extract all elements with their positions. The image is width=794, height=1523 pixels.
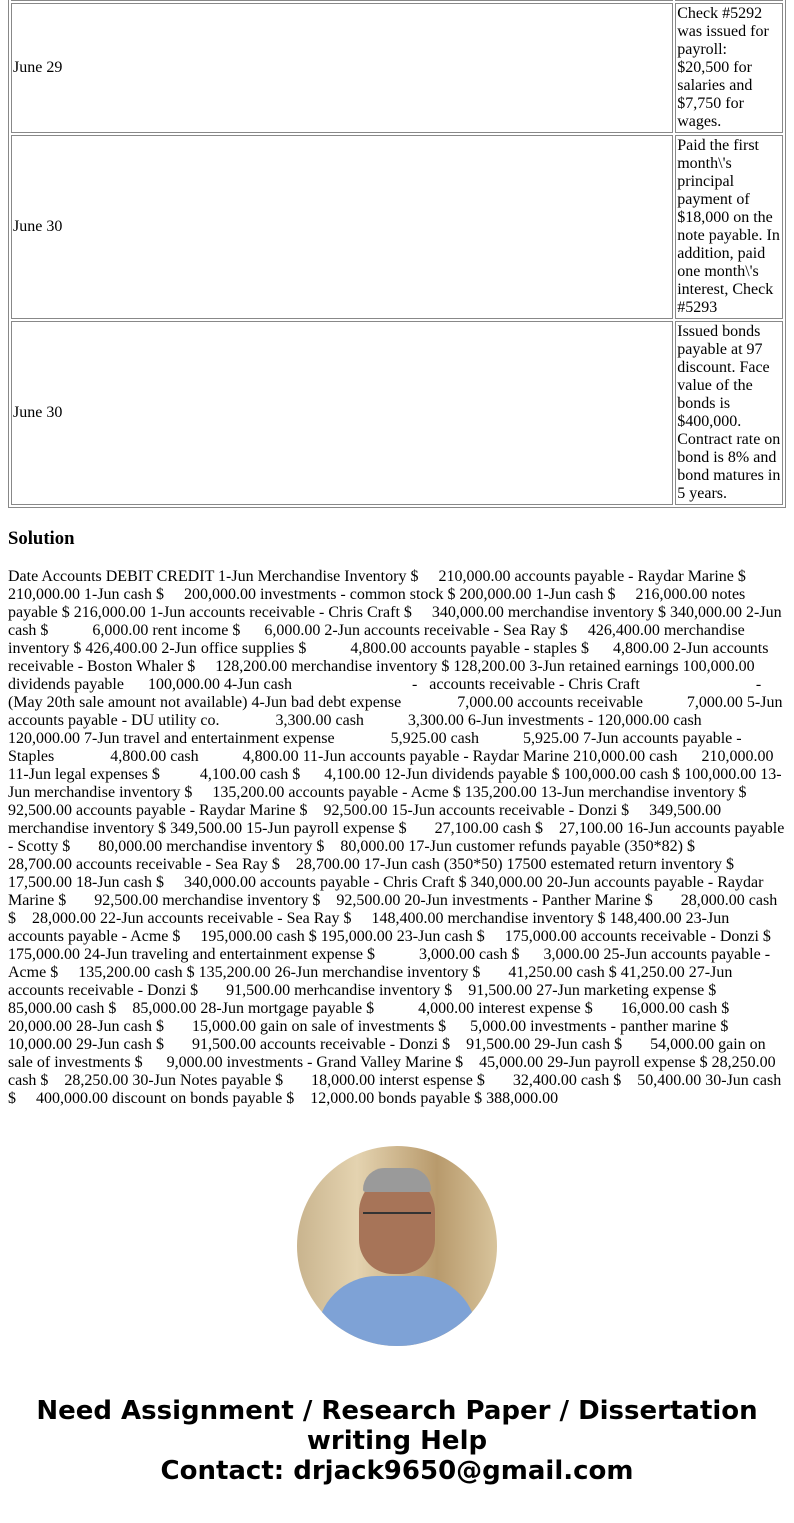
table-row [11, 135, 783, 319]
transaction-cell: Check #5292 was issued for payroll: $20,500 for salaries and $7,750 for wages. [675, 3, 783, 133]
date-cell: June 30 [11, 321, 673, 505]
contact-email: Contact: drjack9650@gmail.com [160, 1456, 634, 1486]
date-cell: June 29 [11, 3, 673, 133]
table-row [11, 321, 783, 505]
table-row [11, 3, 783, 133]
solution-heading: Solution [8, 528, 75, 549]
transactions-table [8, 0, 786, 508]
transaction-cell: Issued bonds payable at 97 discount. Face value of the bonds is $400,000. Contract rate on bond is 8% and bond matures in 5 years. [675, 321, 783, 505]
solution-text: Date Accounts DEBIT CREDIT 1-Jun Merchandise Inventory $ 210,000.00 accounts payable - Raydar Marine $ 210,000.00 1-Jun cash $ 200,000.00 investments - common stock $ 200,000.00 1-Jun cash $ 216,000.00 notes payable $ 216,000.00 1-Jun accounts receivable - Chris Craft $ 340,000.00 merchandise inventory $ 340,000.00 2-Jun cash $ 6,000.00 rent income $ 6,000.00 2-Jun accounts receivable - Sea Ray $ 426,400.00 merchandise inventory $ 426,400.00 2-Jun office supplies $ 4,800.00 accounts payable - staples $ 4,800.00 2-Jun accounts receivable - Boston Whaler $ 128,200.00 merchandise inventory $ 128,200.00 3-Jun retained earnings 100,000.00 dividends payable 100,000.00 4-Jun cash - accounts receivable - Chris Craft - (May 20th sale amount not available) 4-Jun bad debt expense 7,000.00 accounts receivable 7,000.00 5-Jun accounts payable - DU utility co. 3,300.00 cash 3,300.00 6-Jun investments - 120,000.00 cash 120,000.00 7-Jun travel and entertainment expense 5,925.00 cash 5,925.00 7-Jun accounts payable - Staples 4,800.00 cash 4,800.00 11-Jun accounts payable - Raydar Marine 210,000.00 cash 210,000.00 11-Jun legal expenses $ 4,100.00 cash $ 4,100.00 12-Jun dividends payable $ 100,000.00 cash $ 100,000.00 13-Jun merchandise inventory $ 135,200.00 accounts payable - Acme $ 135,200.00 13-Jun merchandise inventory $ 92,500.00 accounts payable - Raydar Marine $ 92,500.00 15-Jun accounts receivable - Donzi $ 349,500.00 merchandise inventory $ 349,500.00 15-Jun payroll expense $ 27,100.00 cash $ 27,100.00 16-Jun accounts payable - Scotty $ 80,000.00 merchandise inventory $ 80,000.00 17-Jun customer refunds payable (350*82) $ 28,700.00 accounts receivable - Sea Ray $ 28,700.00 17-Jun cash (350*50) 17500 estemated return inventory $ 17,500.00 18-Jun cash $ 340,000.00 accounts payable - Chris Craft $ 340,000.00 20-Jun accounts payable - Raydar Marine $ 92,500.00 merchandise inventory $ 92,500.00 20-Jun investments - Panther Marine $ 28,000.00 cash $ 28,000.00 22-Jun accounts receivable - Sea Ray $ 148,400.00 merchandise inventory $ 148,400.00 23-Jun accounts payable - Acme $ 195,000.00 cash $ 195,000.00 23-Jun cash $ 175,000.00 accounts receivable - Donzi $ 175,000.00 24-Jun traveling and entertainment expense $ 3,000.00 cash $ 3,000.00 25-Jun accounts payable - Acme $ 135,200.00 cash $ 135,200.00 26-Jun merchandise inventory $ 41,250.00 cash $ 41,250.00 27-Jun accounts receivable - Donzi $ 91,500.00 merhcandise inventory $ 91,500.00 27-Jun marketing expense $ 85,000.00 cash $ 85,000.00 28-Jun mortgage payable $ 4,000.00 interest expense $ 16,000.00 cash $ 20,000.00 28-Jun cash $ 15,000.00 gain on sale of investments $ 5,000.00 investments - panther marine $ 10,000.00 29-Jun cash $ 91,500.00 accounts receivable - Donzi $ 91,500.00 29-Jun cash $ 54,000.00 gain on sale of investments $ 9,000.00 investments - Grand Valley Marine $ 45,000.00 29-Jun payroll expense $ 28,250.00 cash $ 28,250.00 30-Jun Notes payable $ 18,000.00 interst espense $ 32,400.00 cash $ 50,400.00 30-Jun cash $ 400,000.00 discount on bonds payable $ 12,000.00 bonds payable $ 388,000.00 [8, 568, 789, 1107]
transaction-cell: Paid the first month\'s principal payment of $18,000 on the note payable. In addition, paid one month\'s interest, Check #5293 [675, 135, 783, 319]
help-text: Need Assignment / Research Paper / Dissertation writing Help [36, 1396, 758, 1456]
contact-banner [0, 1396, 794, 1486]
table-row [11, 0, 783, 1]
date-cell: June 30 [11, 135, 673, 319]
author-avatar [297, 1146, 497, 1346]
